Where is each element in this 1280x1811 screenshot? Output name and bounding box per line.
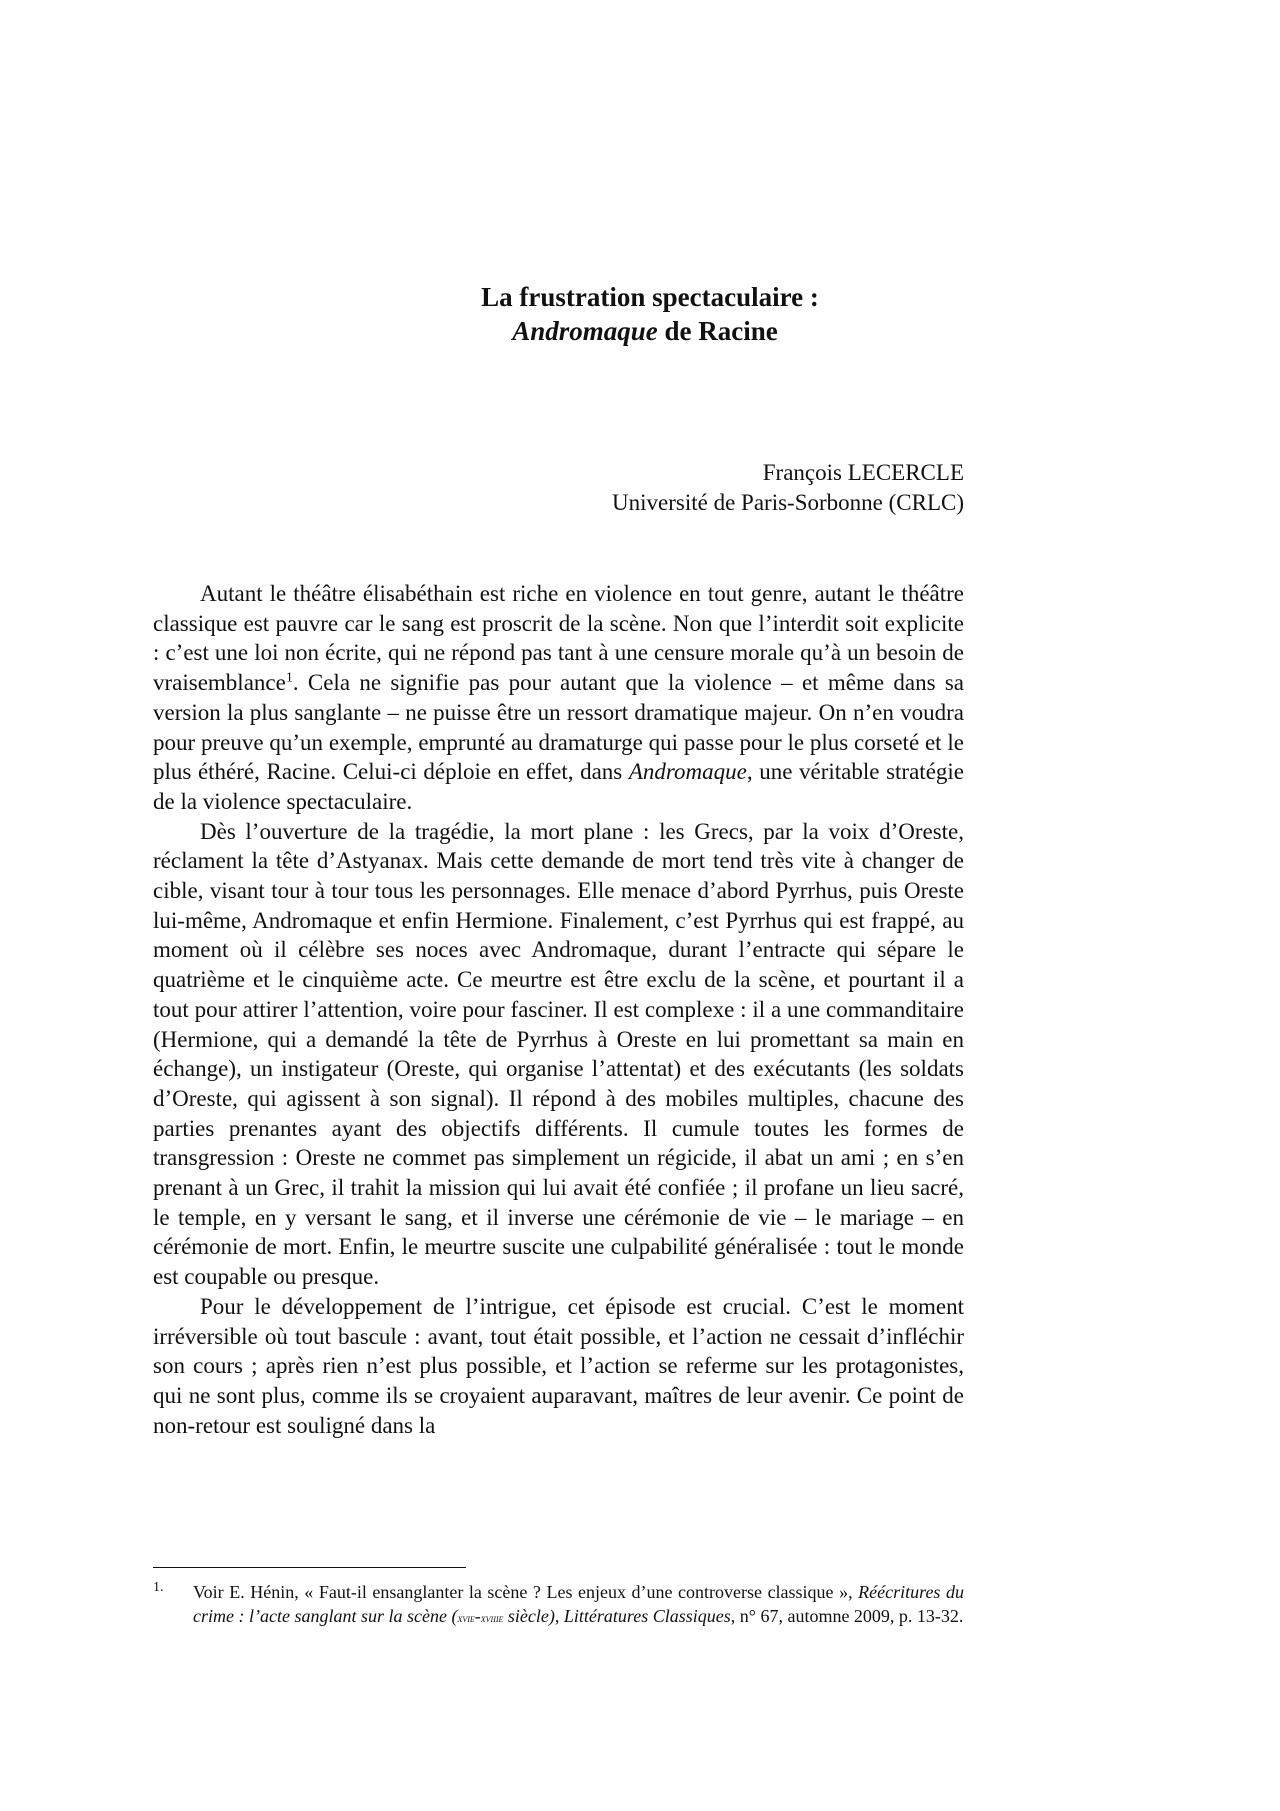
footnote-text-c: , n° 67, automne 2009, p. 13-32. bbox=[730, 1606, 964, 1626]
paragraph-1 bbox=[153, 579, 964, 817]
paragraph-1-part-b: . Cela ne signifie pas pour autant que la violence – et même dans sa version la plus sanglante – ne puisse être un ressort dramatique majeur. On n’en voudra pour preuve qu’un exemple, emprunté au dramaturge qui passe pour le plus corseté et le plus éthéré, Racine. Celui-ci déploie en effet, dans bbox=[153, 670, 964, 785]
paragraph-1-part-c: , une véritable stratégie de la violence spectaculaire. bbox=[153, 759, 964, 814]
paragraph-1-play-name: Andromaque bbox=[628, 759, 747, 785]
footnote-century-2: xviiie bbox=[480, 1611, 504, 1625]
footnote-separator bbox=[153, 1567, 466, 1568]
title-line-2 bbox=[0, 314, 1280, 348]
author-name: François LECERCLE bbox=[762, 460, 964, 485]
footnote-journal-name: Littératures Classiques bbox=[563, 1606, 731, 1626]
paragraph-3: Pour le développement de l’intrigue, cet épisode est crucial. C’est le moment irréversible où tout bascule : avant, tout était possible, et l’action ne cessait d’infléchir son cours ; après rien n’est plus possible, et l’action se referme sur les protagonistes, qui ne sont plus, comme ils se croyaient auparavant, maîtres de leur avenir. Ce point de non-retour est souligné dans la bbox=[153, 1293, 964, 1438]
footnote-number: 1. bbox=[153, 1580, 164, 1595]
title-line-2-rest: de Racine bbox=[657, 316, 778, 346]
main-text bbox=[153, 579, 964, 1440]
paragraph-1-part-a: Autant le théâtre élisabéthain est riche en violence en tout genre, autant le théâtre classique est pauvre car le sang est proscrit de la scène. Non que l’interdit soit explicite : c’est une loi non écrite, qui ne répond pas tant à une censure morale qu’à un besoin de vraisemblance bbox=[153, 581, 964, 696]
author-block bbox=[364, 458, 964, 518]
footnote-dash: - bbox=[474, 1606, 481, 1626]
footnote-text bbox=[153, 1580, 964, 1630]
footnote-1 bbox=[153, 1580, 964, 1630]
footnote-reference[interactable]: 1 bbox=[285, 670, 293, 686]
footnote-comma: , bbox=[554, 1606, 564, 1626]
footnote-work-title: Réécritures du crime : l’acte sanglant sur la scène ( bbox=[193, 1582, 964, 1626]
author-affiliation: Université de Paris-Sorbonne (CRLC) bbox=[612, 490, 964, 515]
paragraph-2: Dès l’ouverture de la tragédie, la mort plane : les Grecs, par la voix d’Oreste, réclament la tête d’Astyanax. Mais cette demande de mort tend très vite à changer de cible, visant tour à tour tous les personnages. Elle menace d’abord Pyrrhus, puis Oreste lui-même, Andromaque et enfin Hermione. Finalement, c’est Pyrrhus qui est frappé, au moment où il célèbre ses noces avec Andromaque, durant l’entracte qui sépare le quatrième et le cinquième acte. Ce meurtre est être exclu de la scène, et pourtant il a tout pour attirer l’attention, voire pour fasciner. Il est complexe : il a une commanditaire (Hermione, qui a demandé la tête de Pyrrhus à Oreste en lui promettant sa main en échange), un instigateur (Oreste, qui organise l’attentat) et des exécutants (les soldats d’Oreste, qui agissent à son signal). Il répond à des mobiles multiples, chacune des parties prenantes ayant des objectifs différents. Il cumule toutes les formes de transgression : Oreste ne commet pas simplement un régicide, il abat un ami ; en s’en prenant à un Grec, il trahit la mission qui lui avait été confiée ; il profane un lieu sacré, le temple, en y versant le sang, et il inverse une cérémonie de vie – le mariage – en cérémonie de mort. Enfin, le meurtre suscite une culpabilité généralisée : tout le monde est coupable ou presque. bbox=[153, 818, 964, 1290]
footnote-work-title-end: siècle) bbox=[503, 1606, 555, 1626]
title-line-1: La frustration spectaculaire : bbox=[481, 282, 819, 312]
article-title bbox=[0, 280, 1280, 348]
footnote-text-a: Voir E. Hénin, « Faut-il ensanglanter la scène ? Les enjeux d’une controverse classique », bbox=[193, 1582, 859, 1602]
title-play-name: Andromaque bbox=[512, 316, 658, 346]
footnote-century-1: xvie bbox=[457, 1611, 475, 1625]
